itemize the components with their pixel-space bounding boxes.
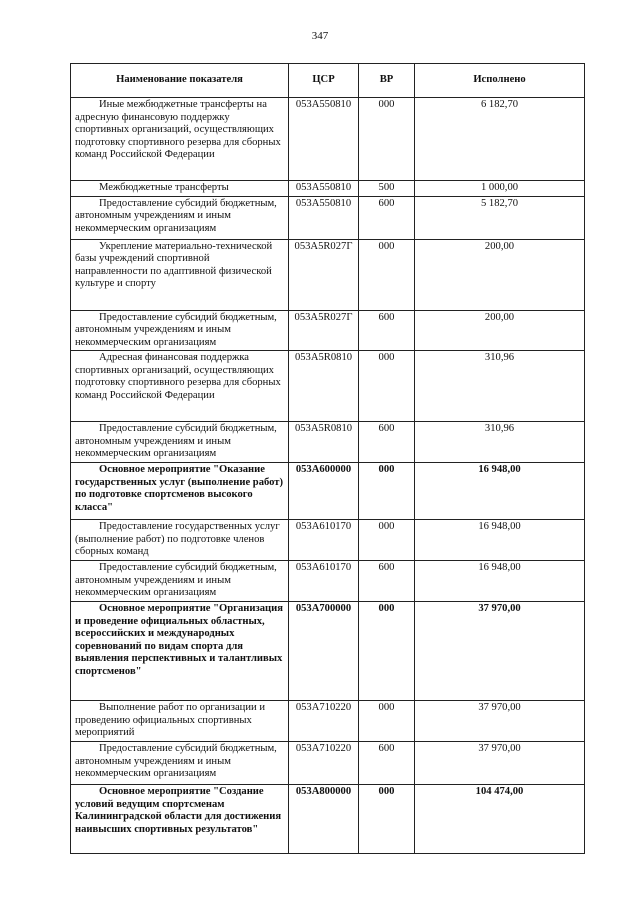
row-name: Основное мероприятие "Организация и проведение официальных областных, всероссийских и международных соревнований по видам спорта для выявления перспективных и талантливых спортсменов"	[71, 602, 289, 701]
table-row	[71, 351, 585, 422]
column-header-name: Наименование показателя	[71, 64, 289, 98]
row-done: 200,00	[415, 310, 585, 351]
row-done: 37 970,00	[415, 602, 585, 701]
row-done: 104 474,00	[415, 785, 585, 854]
row-csr: 053А710220	[289, 701, 359, 742]
row-vr: 000	[359, 239, 415, 310]
row-name: Предоставление субсидий бюджетным, автономным учреждениям и иным некоммерческим организациям	[71, 310, 289, 351]
row-vr: 600	[359, 196, 415, 239]
row-name: Адресная финансовая поддержка спортивных организаций, осуществляющих подготовку спортивного резерва для сборных команд Российской Федерации	[71, 351, 289, 422]
row-vr: 000	[359, 351, 415, 422]
row-done: 16 948,00	[415, 520, 585, 561]
row-done: 5 182,70	[415, 196, 585, 239]
table-body	[71, 98, 585, 854]
budget-table	[70, 63, 585, 854]
row-done: 310,96	[415, 351, 585, 422]
table-row	[71, 701, 585, 742]
table-header-row	[71, 64, 585, 98]
row-name: Предоставление субсидий бюджетным, автономным учреждениям и иным некоммерческим организациям	[71, 561, 289, 602]
row-name: Предоставление субсидий бюджетным, автономным учреждениям и иным некоммерческим организациям	[71, 742, 289, 785]
row-vr: 600	[359, 422, 415, 463]
row-csr: 053А800000	[289, 785, 359, 854]
column-header-csr: ЦСР	[289, 64, 359, 98]
row-csr: 053А710220	[289, 742, 359, 785]
row-csr: 053А5R027Г	[289, 310, 359, 351]
row-vr: 000	[359, 463, 415, 520]
row-vr: 000	[359, 701, 415, 742]
row-csr: 053А550810	[289, 181, 359, 197]
row-name: Межбюджетные трансферты	[71, 181, 289, 197]
row-name: Предоставление субсидий бюджетным, автономным учреждениям и иным некоммерческим организациям	[71, 196, 289, 239]
row-name: Укрепление материально-технической базы учреждений спортивной направленности по адаптивной физической культуре и спорту	[71, 239, 289, 310]
page-number: 347	[311, 30, 329, 42]
row-done: 310,96	[415, 422, 585, 463]
table-row	[71, 602, 585, 701]
table-row	[71, 239, 585, 310]
table-row	[71, 196, 585, 239]
row-csr: 053А600000	[289, 463, 359, 520]
table-row	[71, 310, 585, 351]
row-done: 6 182,70	[415, 98, 585, 181]
table-row	[71, 742, 585, 785]
row-vr: 500	[359, 181, 415, 197]
row-csr: 053А550810	[289, 98, 359, 181]
column-header-vr: ВР	[359, 64, 415, 98]
table-row	[71, 422, 585, 463]
table-row	[71, 785, 585, 854]
row-vr: 000	[359, 520, 415, 561]
row-csr: 053А610170	[289, 520, 359, 561]
row-done: 37 970,00	[415, 742, 585, 785]
row-vr: 000	[359, 602, 415, 701]
row-done: 16 948,00	[415, 463, 585, 520]
row-name: Иные межбюджетные трансферты на адресную финансовую поддержку спортивных организаций, осуществляющих подготовку спортивного резерва для сборных команд Российской Федерации	[71, 98, 289, 181]
row-vr: 000	[359, 98, 415, 181]
row-done: 37 970,00	[415, 701, 585, 742]
row-vr: 600	[359, 561, 415, 602]
row-name: Предоставление государственных услуг (выполнение работ) по подготовке членов сборных команд	[71, 520, 289, 561]
row-csr: 053А610170	[289, 561, 359, 602]
row-csr: 053А5R0810	[289, 351, 359, 422]
row-csr: 053А5R027Г	[289, 239, 359, 310]
row-vr: 600	[359, 310, 415, 351]
row-name: Основное мероприятие "Оказание государственных услуг (выполнение работ) по подготовке спортсменов высокого класса"	[71, 463, 289, 520]
row-csr: 053А700000	[289, 602, 359, 701]
table-row	[71, 463, 585, 520]
table-row	[71, 98, 585, 181]
row-name: Выполнение работ по организации и проведению официальных спортивных мероприятий	[71, 701, 289, 742]
row-done: 1 000,00	[415, 181, 585, 197]
row-name: Основное мероприятие "Создание условий ведущим спортсменам Калининградской области для достижения наивысших спортивных результатов"	[71, 785, 289, 854]
row-vr: 600	[359, 742, 415, 785]
row-name: Предоставление субсидий бюджетным, автономным учреждениям и иным некоммерческим организациям	[71, 422, 289, 463]
row-csr: 053А550810	[289, 196, 359, 239]
column-header-done: Исполнено	[415, 64, 585, 98]
row-done: 16 948,00	[415, 561, 585, 602]
table-row	[71, 561, 585, 602]
row-done: 200,00	[415, 239, 585, 310]
row-vr: 000	[359, 785, 415, 854]
table-row	[71, 520, 585, 561]
row-csr: 053А5R0810	[289, 422, 359, 463]
table-row	[71, 181, 585, 197]
